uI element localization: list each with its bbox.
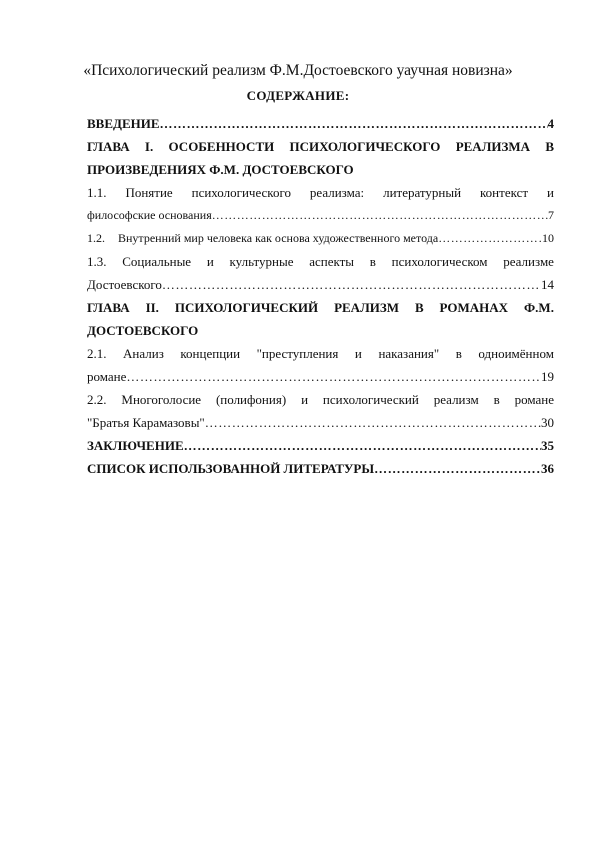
toc-label: "Братья Карамазовы" — [87, 415, 205, 430]
toc-word: романе — [514, 392, 554, 407]
toc-page-number: 36 — [541, 461, 554, 476]
toc-word: РЕАЛИЗМ — [334, 300, 399, 315]
toc-word: реализма: — [309, 185, 365, 200]
toc-word: аспекты — [309, 254, 355, 269]
toc-entry-references[interactable] — [87, 457, 554, 480]
toc-word: ГЛАВА — [87, 139, 130, 154]
toc-label: СПИСОК ИСПОЛЬЗОВАННОЙ ЛИТЕРАТУРЫ — [87, 461, 375, 476]
toc-leader-dots — [184, 434, 541, 457]
toc-page-number: 19 — [541, 369, 554, 384]
toc-label: Внутренний мир человека как основа художественного метода — [118, 231, 439, 245]
toc-label: философские основания — [87, 208, 212, 222]
toc-leader-dots — [374, 457, 541, 480]
toc-word: Анализ — [123, 346, 164, 361]
toc-word: концепции — [180, 346, 241, 361]
toc-word: РОМАНАХ — [439, 300, 509, 315]
toc-word: ОСОБЕННОСТИ — [168, 139, 275, 154]
toc-entry-introduction[interactable] — [87, 112, 554, 135]
toc-page-number: 7 — [548, 208, 554, 222]
toc-leader-dots — [160, 112, 548, 135]
toc-word: Ф.М. — [524, 300, 554, 315]
toc-page-number: 35 — [541, 438, 554, 453]
toc-label: Достоевского — [87, 277, 162, 292]
toc-section-1-1-line-1[interactable] — [87, 181, 554, 204]
toc-word: Многоголосие — [121, 392, 202, 407]
toc-page-number: 10 — [542, 231, 554, 245]
toc-section-2-1-line-2[interactable] — [87, 365, 554, 388]
toc-word: (полифония) — [215, 392, 287, 407]
toc-section-number: 1.2. — [87, 231, 105, 245]
toc-section-number: 2.1. — [87, 346, 107, 361]
toc-entry-conclusion[interactable] — [87, 434, 554, 457]
toc-word: литературный — [383, 185, 462, 200]
toc-section-1-2[interactable] — [87, 227, 554, 250]
toc-word: и — [354, 346, 362, 361]
toc-leader-dots — [438, 227, 542, 250]
toc-label: ЗАКЛЮЧЕНИЕ — [87, 438, 184, 453]
toc-word: "преступления — [256, 346, 339, 361]
toc-page-number: 14 — [541, 277, 554, 292]
toc-section-2-2-line-1[interactable] — [87, 388, 554, 411]
toc-page-number: 4 — [547, 116, 554, 131]
toc-word: ГЛАВА — [87, 300, 130, 315]
toc-word: ПСИХОЛОГИЧЕСКОГО — [289, 139, 441, 154]
toc-word: и — [301, 392, 309, 407]
toc-word: В — [545, 139, 554, 154]
toc-word: наказания" — [378, 346, 440, 361]
toc-word: ПСИХОЛОГИЧЕСКИЙ — [174, 300, 319, 315]
toc-chapter-2-line-1[interactable] — [87, 296, 554, 319]
toc-word: I. — [144, 139, 154, 154]
toc-word: Понятие — [125, 185, 173, 200]
toc-label: ВВЕДЕНИЕ — [87, 116, 160, 131]
toc-word: в — [455, 346, 462, 361]
toc-word: контекст — [480, 185, 529, 200]
toc-section-1-3-line-1[interactable] — [87, 250, 554, 273]
toc-leader-dots — [212, 204, 548, 227]
toc-word: психологическом — [391, 254, 488, 269]
toc-label: романе — [87, 369, 127, 384]
toc-label: ПРОИЗВЕДЕНИЯХ Ф.М. ДОСТОЕВСКОГО — [87, 162, 354, 177]
toc-word: и — [206, 254, 214, 269]
contents-heading: СОДЕРЖАНИЕ: — [246, 88, 350, 103]
toc-section-1-1-line-2[interactable] — [87, 204, 554, 227]
toc-chapter-2-line-2[interactable] — [87, 319, 554, 342]
toc-section-1-3-line-2[interactable] — [87, 273, 554, 296]
toc-section-number: 2.2. — [87, 392, 107, 407]
toc-leader-dots — [205, 411, 541, 434]
toc-word: реализм — [433, 392, 479, 407]
table-of-contents — [87, 112, 554, 480]
toc-word: реализме — [503, 254, 554, 269]
toc-word: в — [369, 254, 376, 269]
toc-word: культурные — [229, 254, 294, 269]
toc-section-number: 1.3. — [87, 254, 107, 269]
toc-section-number: 1.1. — [87, 185, 107, 200]
toc-word: одноимённом — [478, 346, 554, 361]
toc-label: ДОСТОЕВСКОГО — [87, 323, 199, 338]
toc-word: Социальные — [122, 254, 192, 269]
toc-word: В — [414, 300, 424, 315]
toc-word: в — [493, 392, 500, 407]
toc-leader-dots — [126, 365, 541, 388]
toc-leader-dots — [162, 273, 541, 296]
toc-section-2-2-line-2[interactable] — [87, 411, 554, 434]
document-title: «Психологический реализм Ф.М.Достоевского уаучная новизна» — [83, 62, 513, 79]
toc-word: и — [546, 185, 554, 200]
toc-word: РЕАЛИЗМА — [455, 139, 531, 154]
toc-word: II. — [145, 300, 159, 315]
toc-chapter-1-line-1[interactable] — [87, 135, 554, 158]
toc-section-2-1-line-1[interactable] — [87, 342, 554, 365]
toc-chapter-1-line-2[interactable] — [87, 158, 554, 181]
toc-word: психологический — [322, 392, 419, 407]
toc-word: психологического — [191, 185, 291, 200]
toc-page-number: 30 — [541, 415, 554, 430]
